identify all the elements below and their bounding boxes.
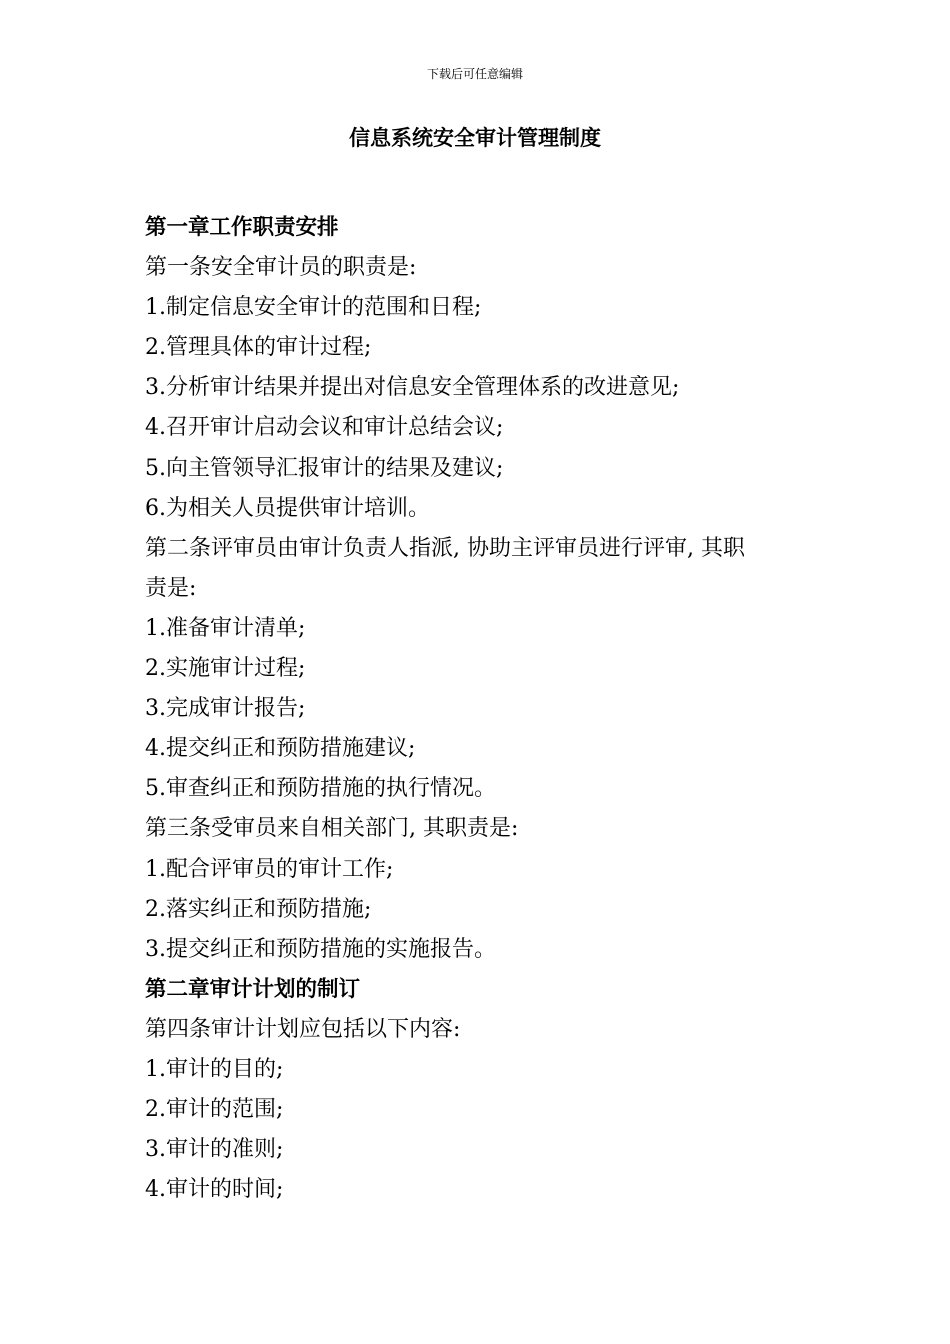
article-line: 第一条安全审计员的职责是: — [145, 255, 417, 281]
list-item: 1.制定信息安全审计的范围和日程; — [145, 295, 482, 321]
chapter-heading: 第二章审计计划的制订 — [145, 976, 361, 1002]
article-line: 第三条受审员来自相关部门, 其职责是: — [145, 816, 519, 842]
list-item: 3.分析审计结果并提出对信息安全管理体系的改进意见; — [145, 375, 680, 401]
list-item: 2.管理具体的审计过程; — [145, 335, 372, 361]
document-title: 信息系统安全审计管理制度 — [349, 126, 601, 150]
list-item: 5.向主管领导汇报审计的结果及建议; — [145, 455, 504, 481]
list-item: 4.审计的时间; — [145, 1177, 284, 1203]
article-line: 第四条审计计划应包括以下内容: — [145, 1016, 461, 1042]
list-item: 3.完成审计报告; — [145, 696, 306, 722]
list-item: 2.实施审计过程; — [145, 656, 306, 682]
list-item: 1.配合评审员的审计工作; — [145, 856, 394, 882]
list-item: 2.审计的范围; — [145, 1097, 284, 1123]
list-item: 4.提交纠正和预防措施建议; — [145, 736, 416, 762]
list-item: 1.准备审计清单; — [145, 615, 306, 641]
chapter-heading: 第一章工作职责安排 — [145, 215, 339, 240]
article-line: 第二条评审员由审计负责人指派, 协助主评审员进行评审, 其职 — [145, 535, 745, 561]
list-item: 5.审查纠正和预防措施的执行情况。 — [145, 776, 496, 802]
list-item: 6.为相关人员提供审计培训。 — [145, 495, 430, 521]
list-item: 2.落实纠正和预防措施; — [145, 896, 372, 922]
list-item: 4.召开审计启动会议和审计总结会议; — [145, 415, 504, 441]
document-body — [145, 208, 825, 1210]
list-item: 3.审计的准则; — [145, 1137, 284, 1163]
list-item: 1.审计的目的; — [145, 1056, 284, 1082]
header-note: 下载后可任意编辑 — [426, 67, 523, 81]
article-line-continued: 责是: — [145, 575, 197, 601]
list-item: 3.提交纠正和预防措施的实施报告。 — [145, 936, 496, 962]
